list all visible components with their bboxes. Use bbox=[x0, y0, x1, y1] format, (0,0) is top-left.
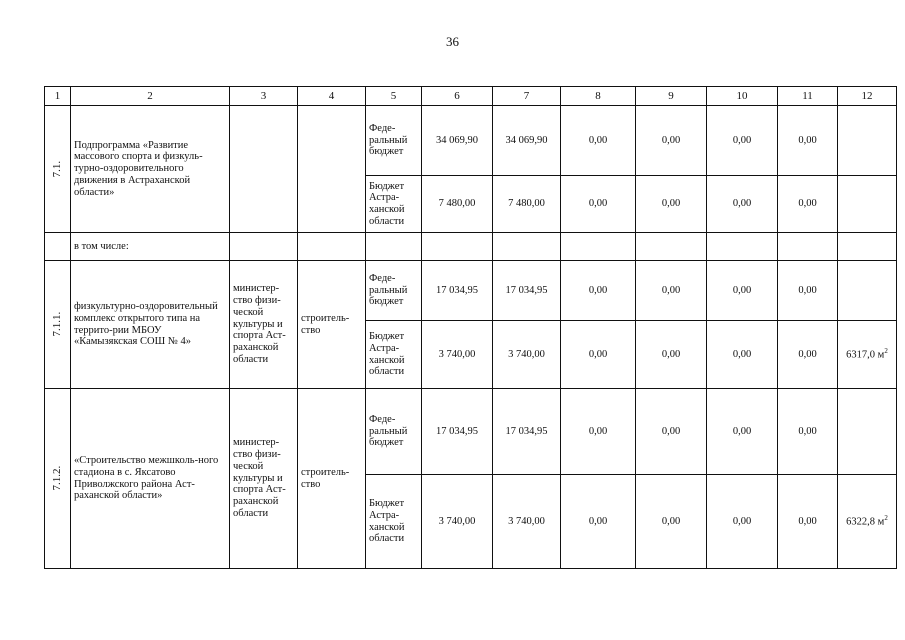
value-cell: 34 069,90 bbox=[422, 106, 493, 176]
executor-cell: министер-ство физи-ческой культуры и спорта Аст-раханской области bbox=[230, 261, 298, 389]
funding-source: Феде-ральный бюджет bbox=[366, 261, 422, 321]
funding-source: Феде-ральный бюджет bbox=[366, 389, 422, 475]
empty-cell bbox=[778, 233, 838, 261]
value-cell: 7 480,00 bbox=[493, 176, 561, 233]
empty-cell bbox=[838, 233, 897, 261]
row-code-cell bbox=[45, 106, 71, 233]
empty-cell bbox=[422, 233, 493, 261]
funding-source: Феде-ральный бюджет bbox=[366, 106, 422, 176]
budget-table bbox=[44, 86, 897, 569]
table-row bbox=[45, 389, 897, 475]
column-header: 3 bbox=[230, 87, 298, 106]
column-header: 5 bbox=[366, 87, 422, 106]
value-cell: 0,00 bbox=[636, 389, 707, 475]
executor-cell: министер-ство физи-ческой культуры и спорта Аст-раханской области bbox=[230, 389, 298, 569]
area-unit-exponent: 2 bbox=[884, 346, 888, 355]
direction-cell: строитель-ство bbox=[298, 389, 366, 569]
empty-cell bbox=[493, 233, 561, 261]
area-cell bbox=[838, 321, 897, 389]
value-cell: 0,00 bbox=[561, 475, 636, 569]
value-cell: 17 034,95 bbox=[493, 389, 561, 475]
funding-source: Бюджет Астра-ханской области bbox=[366, 475, 422, 569]
table-row bbox=[45, 106, 897, 176]
value-cell: 17 034,95 bbox=[493, 261, 561, 321]
program-name: Подпрограмма «Развитие массового спорта и физкуль-турно-оздоровительного движения в Астраханской области» bbox=[71, 106, 230, 233]
program-name: «Строительство межшколь-ного стадиона в с. Яксатово Приволжского района Аст-раханской области» bbox=[71, 389, 230, 569]
value-cell: 0,00 bbox=[778, 176, 838, 233]
table-row bbox=[45, 261, 897, 321]
value-cell: 0,00 bbox=[707, 475, 778, 569]
empty-cell bbox=[298, 233, 366, 261]
program-name: физкультурно-оздоровительный комплекс открытого типа на террито-рии МБОУ «Камызякская СОШ № 4» bbox=[71, 261, 230, 389]
value-cell: 0,00 bbox=[561, 176, 636, 233]
value-cell: 0,00 bbox=[707, 389, 778, 475]
empty-cell bbox=[561, 233, 636, 261]
column-header: 7 bbox=[493, 87, 561, 106]
value-cell: 0,00 bbox=[778, 321, 838, 389]
value-cell bbox=[838, 106, 897, 176]
row-code: 7.1.1. bbox=[51, 311, 64, 337]
row-code-cell bbox=[45, 261, 71, 389]
funding-source: Бюджет Астра-ханской области bbox=[366, 321, 422, 389]
direction-cell: строитель-ство bbox=[298, 261, 366, 389]
value-cell: 0,00 bbox=[636, 261, 707, 321]
value-cell: 0,00 bbox=[636, 176, 707, 233]
empty-cell bbox=[707, 233, 778, 261]
area-cell bbox=[838, 475, 897, 569]
value-cell: 0,00 bbox=[707, 106, 778, 176]
column-number-row bbox=[45, 87, 897, 106]
column-header: 4 bbox=[298, 87, 366, 106]
column-header: 9 bbox=[636, 87, 707, 106]
empty-cell bbox=[230, 233, 298, 261]
value-cell: 3 740,00 bbox=[493, 475, 561, 569]
value-cell: 0,00 bbox=[707, 261, 778, 321]
value-cell bbox=[838, 389, 897, 475]
value-cell: 0,00 bbox=[561, 261, 636, 321]
value-cell bbox=[838, 176, 897, 233]
area-value: 6317,0 м bbox=[846, 349, 885, 361]
value-cell: 0,00 bbox=[561, 321, 636, 389]
value-cell: 0,00 bbox=[636, 321, 707, 389]
value-cell: 0,00 bbox=[636, 106, 707, 176]
column-header: 11 bbox=[778, 87, 838, 106]
area-unit-exponent: 2 bbox=[884, 513, 888, 522]
column-header: 12 bbox=[838, 87, 897, 106]
row-code: 7.1.2. bbox=[51, 465, 64, 491]
value-cell: 0,00 bbox=[778, 475, 838, 569]
empty-cell bbox=[45, 233, 71, 261]
value-cell: 3 740,00 bbox=[422, 475, 493, 569]
value-cell: 3 740,00 bbox=[493, 321, 561, 389]
column-header: 1 bbox=[45, 87, 71, 106]
empty-cell bbox=[366, 233, 422, 261]
value-cell: 0,00 bbox=[561, 389, 636, 475]
value-cell: 0,00 bbox=[707, 176, 778, 233]
table-row bbox=[45, 233, 897, 261]
value-cell: 0,00 bbox=[778, 106, 838, 176]
area-value: 6322,8 м bbox=[846, 516, 885, 528]
row-code-cell bbox=[45, 389, 71, 569]
value-cell: 17 034,95 bbox=[422, 389, 493, 475]
column-header: 8 bbox=[561, 87, 636, 106]
value-cell: 3 740,00 bbox=[422, 321, 493, 389]
direction-cell bbox=[298, 106, 366, 233]
value-cell: 7 480,00 bbox=[422, 176, 493, 233]
column-header: 2 bbox=[71, 87, 230, 106]
column-header: 10 bbox=[707, 87, 778, 106]
value-cell: 0,00 bbox=[707, 321, 778, 389]
value-cell: 0,00 bbox=[561, 106, 636, 176]
column-header: 6 bbox=[422, 87, 493, 106]
value-cell: 0,00 bbox=[636, 475, 707, 569]
page-number: 36 bbox=[446, 34, 459, 49]
including-label: в том числе: bbox=[71, 233, 230, 261]
executor-cell bbox=[230, 106, 298, 233]
funding-source: Бюджет Астра-ханской области bbox=[366, 176, 422, 233]
value-cell: 17 034,95 bbox=[422, 261, 493, 321]
value-cell: 34 069,90 bbox=[493, 106, 561, 176]
row-code: 7.1. bbox=[51, 160, 64, 178]
value-cell: 0,00 bbox=[778, 389, 838, 475]
value-cell bbox=[838, 261, 897, 321]
empty-cell bbox=[636, 233, 707, 261]
value-cell: 0,00 bbox=[778, 261, 838, 321]
